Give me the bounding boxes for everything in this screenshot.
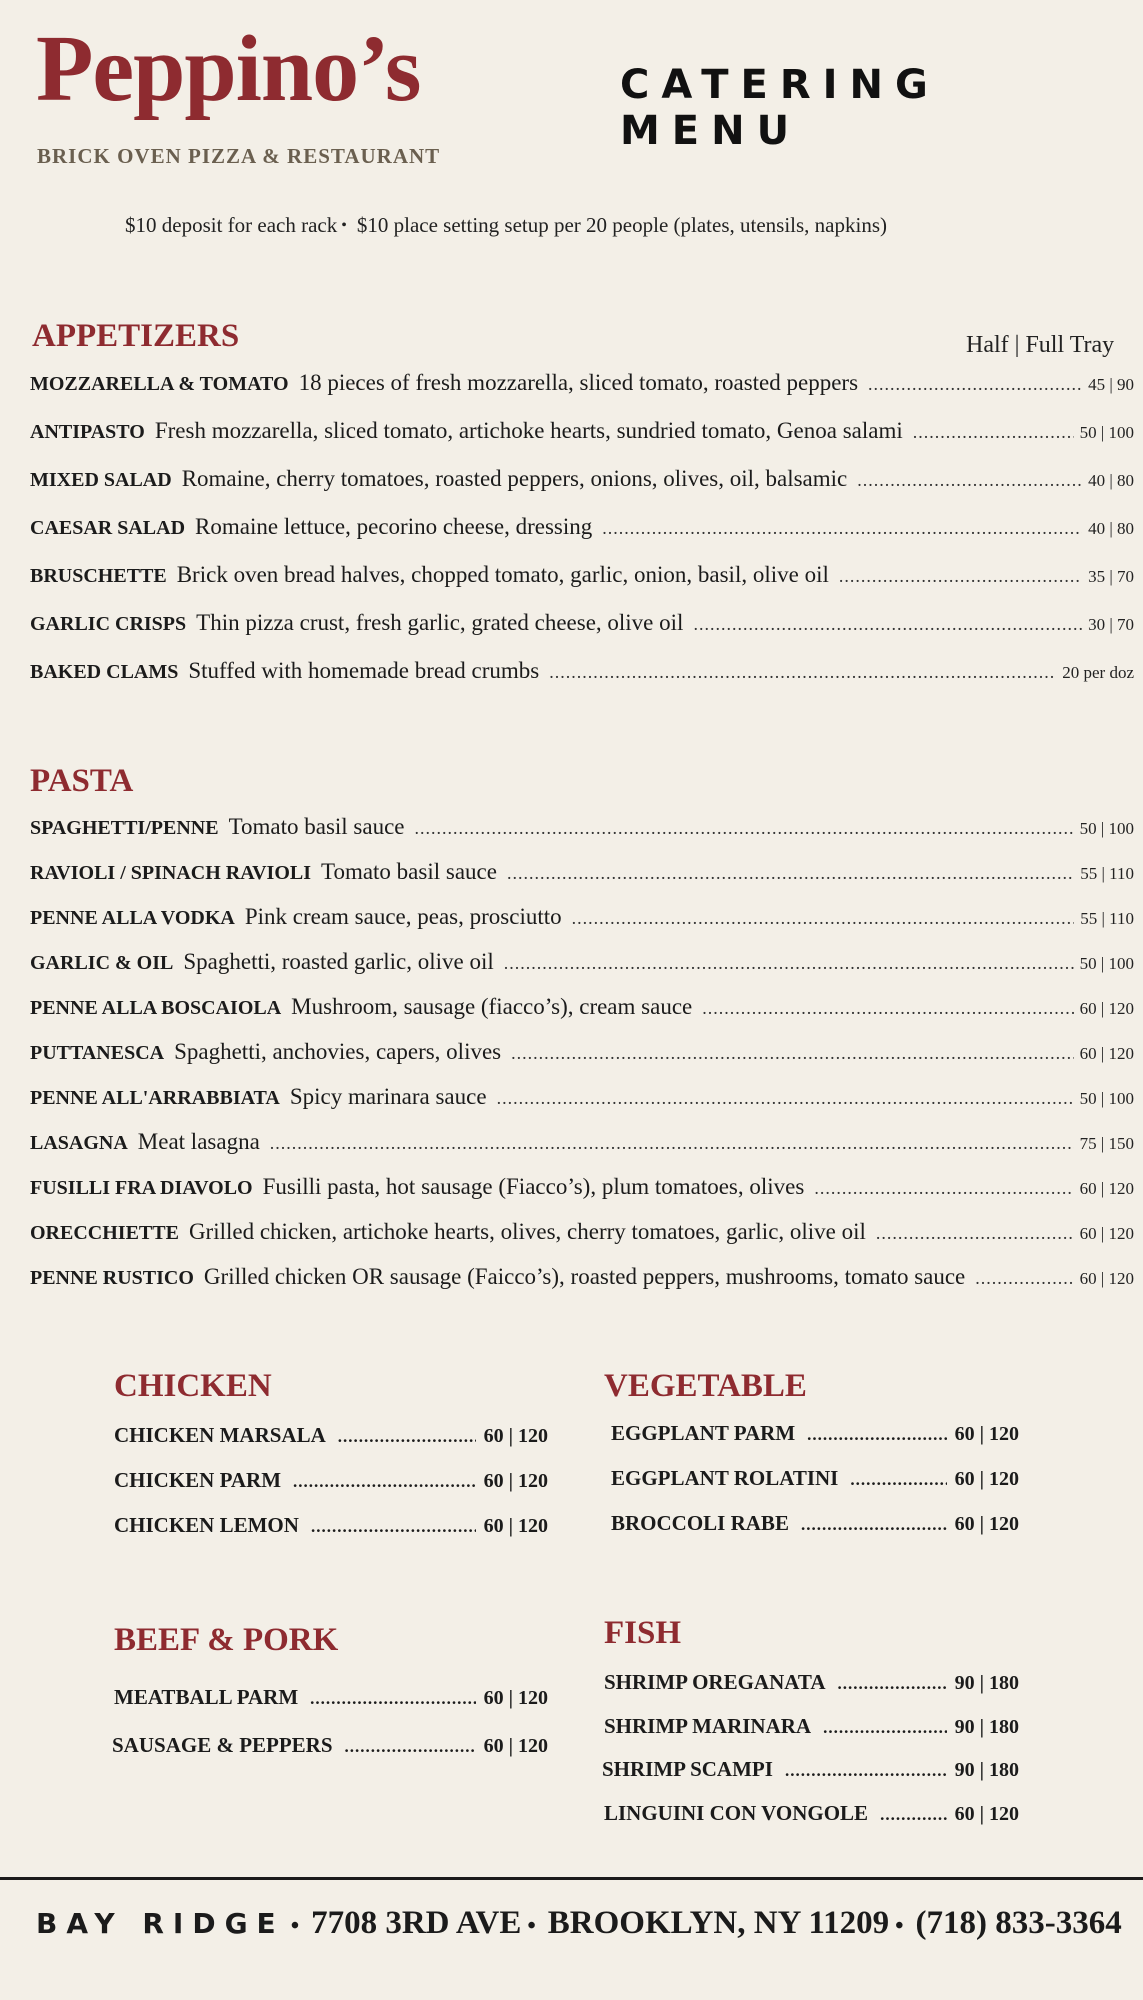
menu-item: LASAGNA Meat lasagna ..... 75 | 150	[30, 1129, 1140, 1165]
menu-item: BRUSCHETTE Brick oven bread halves, chopped tomato, garlic, onion, basil, olive oil ..... 35 | 70	[30, 562, 1140, 598]
tray-size-header: Half | Full Tray	[966, 332, 1115, 358]
menu-item: PENNE ALL'ARRABBIATA Spicy marinara sauce ..... 50 | 100	[30, 1084, 1140, 1120]
menu-item: CHICKEN MARSALA ..... 60 | 120	[114, 1423, 548, 1457]
menu-item: CAESAR SALAD Romaine lettuce, pecorino cheese, dressing ..... 40 | 80	[30, 514, 1140, 550]
menu-item: SHRIMP SCAMPI ..... 90 | 180	[602, 1757, 1019, 1791]
menu-item: BAKED CLAMS Stuffed with homemade bread crumbs ..... 20 per doz	[30, 658, 1140, 694]
footer-address: 7708 3RD AVE	[311, 1905, 522, 1941]
menu-item: LINGUINI CON VONGOLE ..... 60 | 120	[604, 1801, 1019, 1835]
menu-item: PENNE ALLA VODKA Pink cream sauce, peas, prosciutto ..... 55 | 110	[30, 904, 1140, 940]
menu-item: PENNE ALLA BOSCAIOLA Mushroom, sausage (fiacco’s), cream sauce ..... 60 | 120	[30, 994, 1140, 1030]
menu-item: MOZZARELLA & TOMATO 18 pieces of fresh mozzarella, sliced tomato, roasted peppers ..... 45 | 90	[30, 370, 1140, 406]
menu-item: ANTIPASTO Fresh mozzarella, sliced tomato, artichoke hearts, sundried tomato, Genoa salami ..... 50 | 100	[30, 418, 1140, 454]
menu-item: PUTTANESCA Spaghetti, anchovies, capers, olives ..... 60 | 120	[30, 1039, 1140, 1075]
menu-item: GARLIC CRISPS Thin pizza crust, fresh garlic, grated cheese, olive oil ..... 30 | 70	[30, 610, 1140, 646]
restaurant-logo: Peppino’s	[36, 17, 421, 121]
footer-phone[interactable]: (718) 833-3364	[915, 1905, 1122, 1941]
menu-item: SPAGHETTI/PENNE Tomato basil sauce ..... 50 | 100	[30, 814, 1140, 850]
appetizers-title: APPETIZERS	[32, 318, 240, 354]
separator-dot: •	[290, 1913, 300, 1939]
setup-note: $10 place setting setup per 20 people (plates, utensils, napkins)	[356, 213, 887, 237]
menu-item: RAVIOLI / SPINACH RAVIOLI Tomato basil sauce ..... 55 | 110	[30, 859, 1140, 895]
menu-item: BROCCOLI RABE ..... 60 | 120	[611, 1511, 1019, 1545]
menu-item: SHRIMP OREGANATA ..... 90 | 180	[604, 1670, 1019, 1704]
separator-dot: •	[895, 1913, 904, 1939]
footer-locality: BROOKLYN, NY 11209	[547, 1905, 890, 1941]
footer-city: BAY RIDGE	[36, 1907, 285, 1940]
menu-item: PENNE RUSTICO Grilled chicken OR sausage (Faicco’s), roasted peppers, mushrooms, tomato sauce ..... 60 | 120	[30, 1264, 1140, 1300]
footer-contact	[36, 1905, 1122, 1942]
pasta-title: PASTA	[30, 763, 134, 799]
menu-item: ORECCHIETTE Grilled chicken, artichoke hearts, olives, cherry tomatoes, garlic, olive oil ..... 60 | 120	[30, 1219, 1140, 1255]
menu-item: FUSILLI FRA DIAVOLO Fusilli pasta, hot sausage (Fiacco’s), plum tomatoes, olives ..... 60 | 120	[30, 1174, 1140, 1210]
catering-notes	[125, 213, 887, 238]
menu-item: EGGPLANT ROLATINI ..... 60 | 120	[611, 1466, 1019, 1500]
menu-item: MIXED SALAD Romaine, cherry tomatoes, roasted peppers, onions, olives, oil, balsamic ..... 40 | 80	[30, 466, 1140, 502]
footer-divider	[0, 1877, 1143, 1880]
menu-item: GARLIC & OIL Spaghetti, roasted garlic, olive oil ..... 50 | 100	[30, 949, 1140, 985]
menu-title: CATERING MENU	[620, 62, 940, 154]
beef-pork-title: BEEF & PORK	[114, 1622, 339, 1658]
chicken-title: CHICKEN	[114, 1368, 272, 1404]
vegetable-title: VEGETABLE	[604, 1368, 807, 1404]
fish-title: FISH	[604, 1615, 682, 1651]
menu-item: EGGPLANT PARM ..... 60 | 120	[611, 1421, 1019, 1455]
menu-item: MEATBALL PARM ..... 60 | 120	[114, 1685, 548, 1719]
restaurant-tagline: BRICK OVEN PIZZA & RESTAURANT	[37, 144, 441, 168]
separator-dot: •	[341, 217, 347, 234]
deposit-note: $10 deposit for each rack	[125, 213, 338, 237]
menu-item: CHICKEN PARM ..... 60 | 120	[114, 1468, 548, 1502]
menu-item: SHRIMP MARINARA ..... 90 | 180	[604, 1714, 1019, 1748]
menu-item: SAUSAGE & PEPPERS ..... 60 | 120	[112, 1733, 548, 1767]
menu-item: CHICKEN LEMON ..... 60 | 120	[114, 1513, 548, 1547]
separator-dot: •	[527, 1913, 536, 1939]
